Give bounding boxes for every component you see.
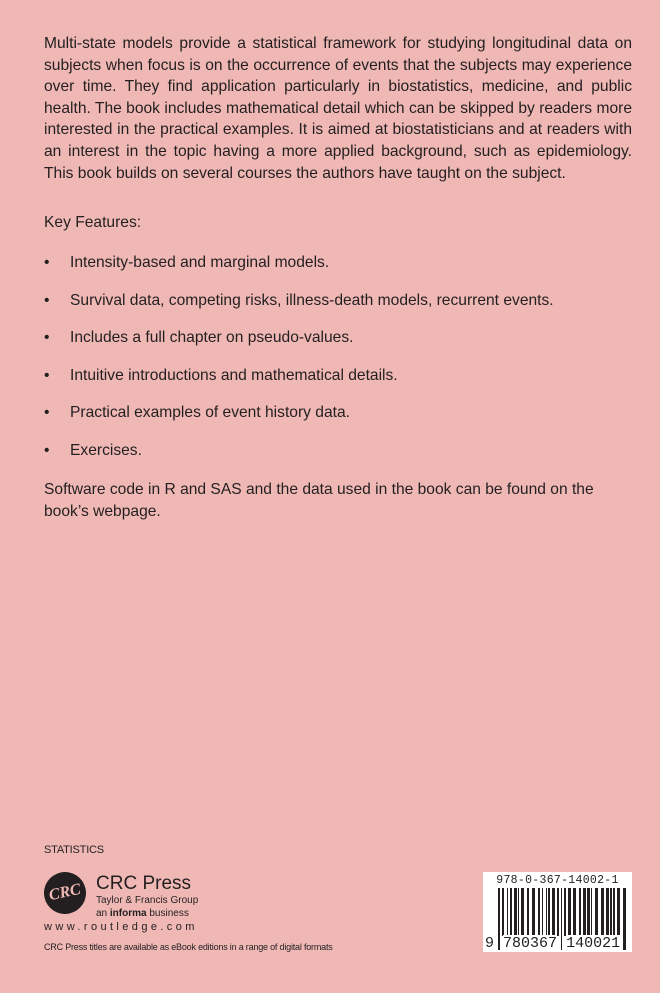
barcode-bar <box>564 888 566 936</box>
barcode-bar <box>591 888 592 936</box>
isbn-text: 978-0-367-14002-1 <box>496 874 619 887</box>
barcode-bar <box>532 888 535 936</box>
feature-text: Includes a full chapter on pseudo-values. <box>70 329 354 346</box>
barcode-bar <box>502 888 504 936</box>
barcode-bar <box>601 888 604 936</box>
barcode-bar <box>573 888 576 936</box>
bullet-icon: • <box>44 441 50 459</box>
crc-logo: CRC <box>40 868 90 918</box>
ean-group1: 780367 <box>503 935 558 952</box>
ebook-note: CRC Press titles are available as eBook editions in a range of digital formats <box>44 942 333 952</box>
barcode-bar <box>613 888 615 936</box>
publisher-group: Taylor & Francis Group <box>96 895 199 906</box>
bullet-icon: • <box>44 404 50 421</box>
isbn-barcode <box>483 872 632 952</box>
feature-text: Survival data, competing risks, illness-death models, recurrent events. <box>70 291 554 309</box>
publisher-name: CRC Press <box>96 873 192 894</box>
barcode-bar <box>595 888 598 936</box>
description-paragraph: Multi-state models provide a statistical framework for studying longitudinal data on subjects when focus is on the occurrence of events that the subjects may experience over time. They find application particularly in biostatistics, medicine, and public health. The book includes mathematical detail which can be skipped by readers more interested in the practical examples. It is aimed at biostatisticians and at readers with an interest in the topic having a more applied background, such as epidemiology. This book builds on several courses the authors have taught on the subject. <box>44 35 632 182</box>
barcode-bar <box>610 888 612 936</box>
informa-line <box>96 908 189 919</box>
barcode-bar <box>527 888 529 936</box>
ean-group2: 140021 <box>566 935 621 952</box>
barcode-bar <box>542 888 543 936</box>
informa-suffix: business <box>146 908 189 919</box>
barcode-bar <box>521 888 524 936</box>
barcode-bar <box>514 888 517 936</box>
barcode-bar <box>546 888 547 936</box>
barcode-bar <box>518 888 519 936</box>
feature-text: Intuitive introductions and mathematical details. <box>70 366 398 384</box>
bullet-icon: • <box>44 366 50 384</box>
key-features-heading: Key Features: <box>44 214 142 231</box>
ean-digits <box>485 935 620 952</box>
barcode-bar <box>557 888 559 936</box>
informa-bold: informa <box>109 908 147 919</box>
ean-first: 9 <box>485 935 495 952</box>
barcode-bar <box>583 888 586 936</box>
software-paragraph: Software code in R and SAS and the data used in the book can be found on the book’s webpage. <box>44 481 594 520</box>
barcode-bar <box>579 888 581 936</box>
barcode-bar <box>507 888 508 936</box>
barcode-bar <box>510 888 512 936</box>
barcode-bar <box>552 888 555 936</box>
barcode-bar <box>538 888 540 936</box>
publisher-url: www.routledge.com <box>44 921 198 933</box>
feature-text: Practical examples of event history data. <box>70 404 350 421</box>
barcode-bar <box>623 888 626 950</box>
feature-text: Intensity-based and marginal models. <box>70 254 330 271</box>
informa-prefix: an <box>96 908 110 919</box>
category-label: STATISTICS <box>44 844 104 856</box>
barcode-bar <box>548 888 550 936</box>
feature-text: Exercises. <box>70 441 142 459</box>
bullet-icon: • <box>44 254 50 271</box>
barcode-bar <box>568 888 571 936</box>
barcode-bar <box>587 888 590 936</box>
barcode-bar <box>617 888 620 936</box>
bullet-icon: • <box>44 291 50 309</box>
bullet-icon: • <box>44 329 50 346</box>
barcode-bar <box>606 888 609 936</box>
